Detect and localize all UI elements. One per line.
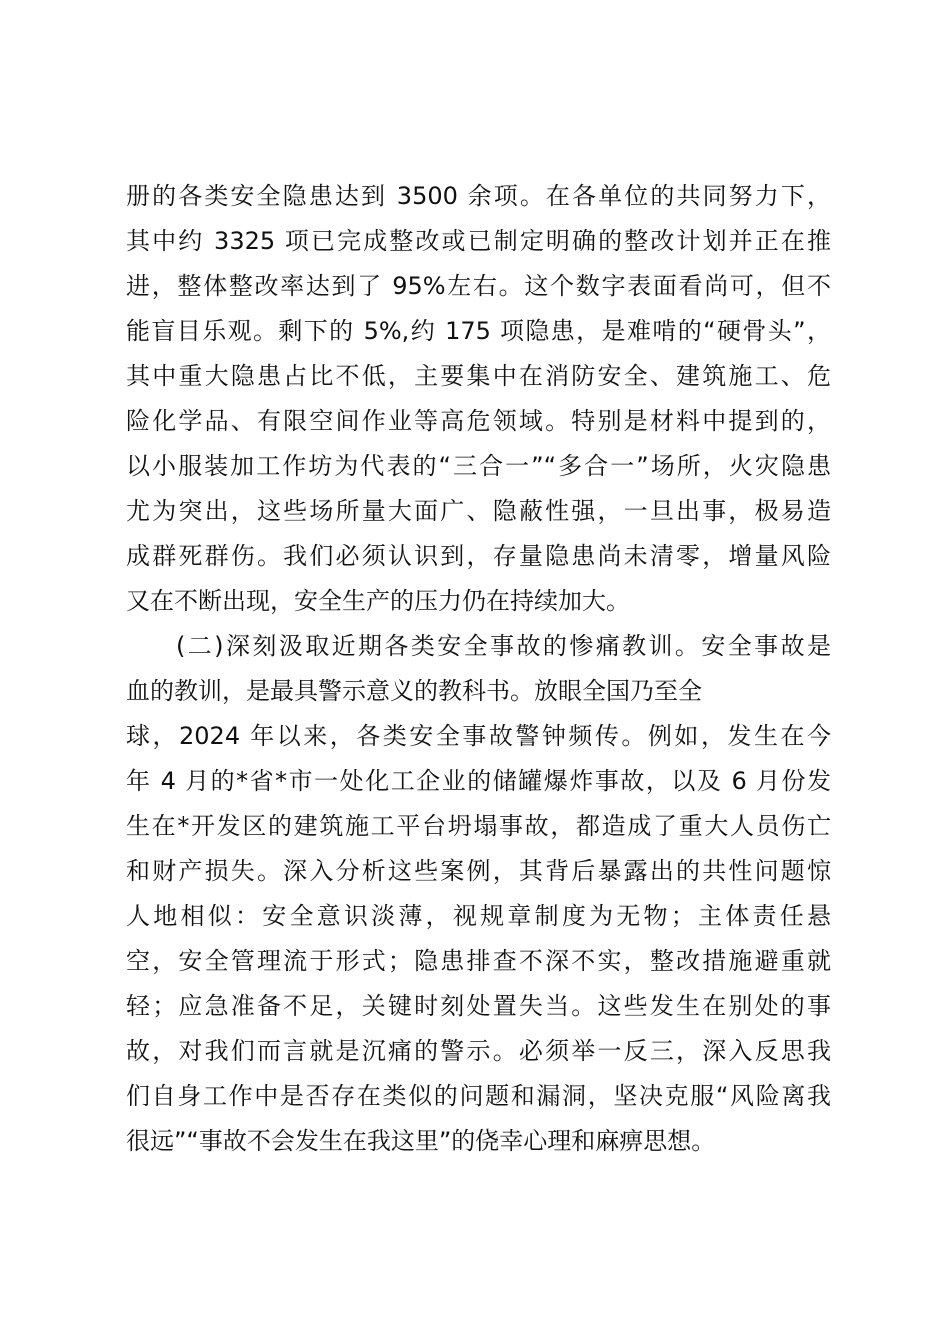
text-line: 们自身工作中是否存在类似的问题和漏洞，坚决克服“风险离我	[126, 1082, 831, 1110]
text-line: 很远”“事故不会发生在我这里”的侥幸心理和麻痹思想。	[126, 1127, 716, 1155]
text-line: 轻；应急准备不足，关键时刻处置失当。这些发生在别处的事	[126, 992, 831, 1020]
text-line: 人地相似：安全意识淡薄，视规章制度为无物；主体责任悬	[126, 902, 831, 930]
text-line: 进，整体整改率达到了 95%左右。这个数字表面看尚可，但不	[126, 272, 831, 300]
text-line: 血的教训，是最具警示意义的教科书。放眼全国乃至全	[126, 677, 702, 705]
text-line: 年 4 月的*省*市一处化工企业的储罐爆炸事故，以及 6 月份发	[126, 767, 831, 795]
body-text	[126, 174, 831, 1164]
text-line: 其中重大隐患占比不低，主要集中在消防安全、建筑施工、危	[126, 362, 831, 390]
text-line: 和财产损失。深入分析这些案例，其背后暴露出的共性问题惊	[126, 857, 831, 885]
text-line: 险化学品、有限空间作业等高危领域。特别是材料中提到的，	[126, 407, 831, 435]
text-line: 又在不断出现，安全生产的压力仍在持续加大。	[126, 587, 630, 615]
text-line: 册的各类安全隐患达到 3500 余项。在各单位的共同努力下，	[126, 182, 831, 210]
text-line: 尤为突出，这些场所量大面广、隐蔽性强，一旦出事，极易造	[126, 497, 831, 525]
section-heading-line: (二)深刻汲取近期各类安全事故的惨痛教训。安全事故是	[176, 632, 831, 660]
text-line: 其中约 3325 项已完成整改或已制定明确的整改计划并正在推	[126, 227, 831, 255]
text-line: 以小服装加工作坊为代表的“三合一”“多合一”场所，火灾隐患	[126, 452, 831, 480]
text-line: 能盲目乐观。剩下的 5%,约 175 项隐患，是难啃的“硬骨头”，	[126, 317, 831, 345]
text-line: 球，2024 年以来，各类安全事故警钟频传。例如，发生在今	[126, 722, 831, 750]
text-line: 成群死群伤。我们必须认识到，存量隐患尚未清零，增量风险	[126, 542, 831, 570]
text-line: 故，对我们而言就是沉痛的警示。必须举一反三，深入反思我	[126, 1037, 831, 1065]
text-line: 空，安全管理流于形式；隐患排查不深不实，整改措施避重就	[126, 947, 831, 975]
text-line: 生在*开发区的建筑施工平台坍塌事故，都造成了重大人员伤亡	[126, 812, 831, 840]
